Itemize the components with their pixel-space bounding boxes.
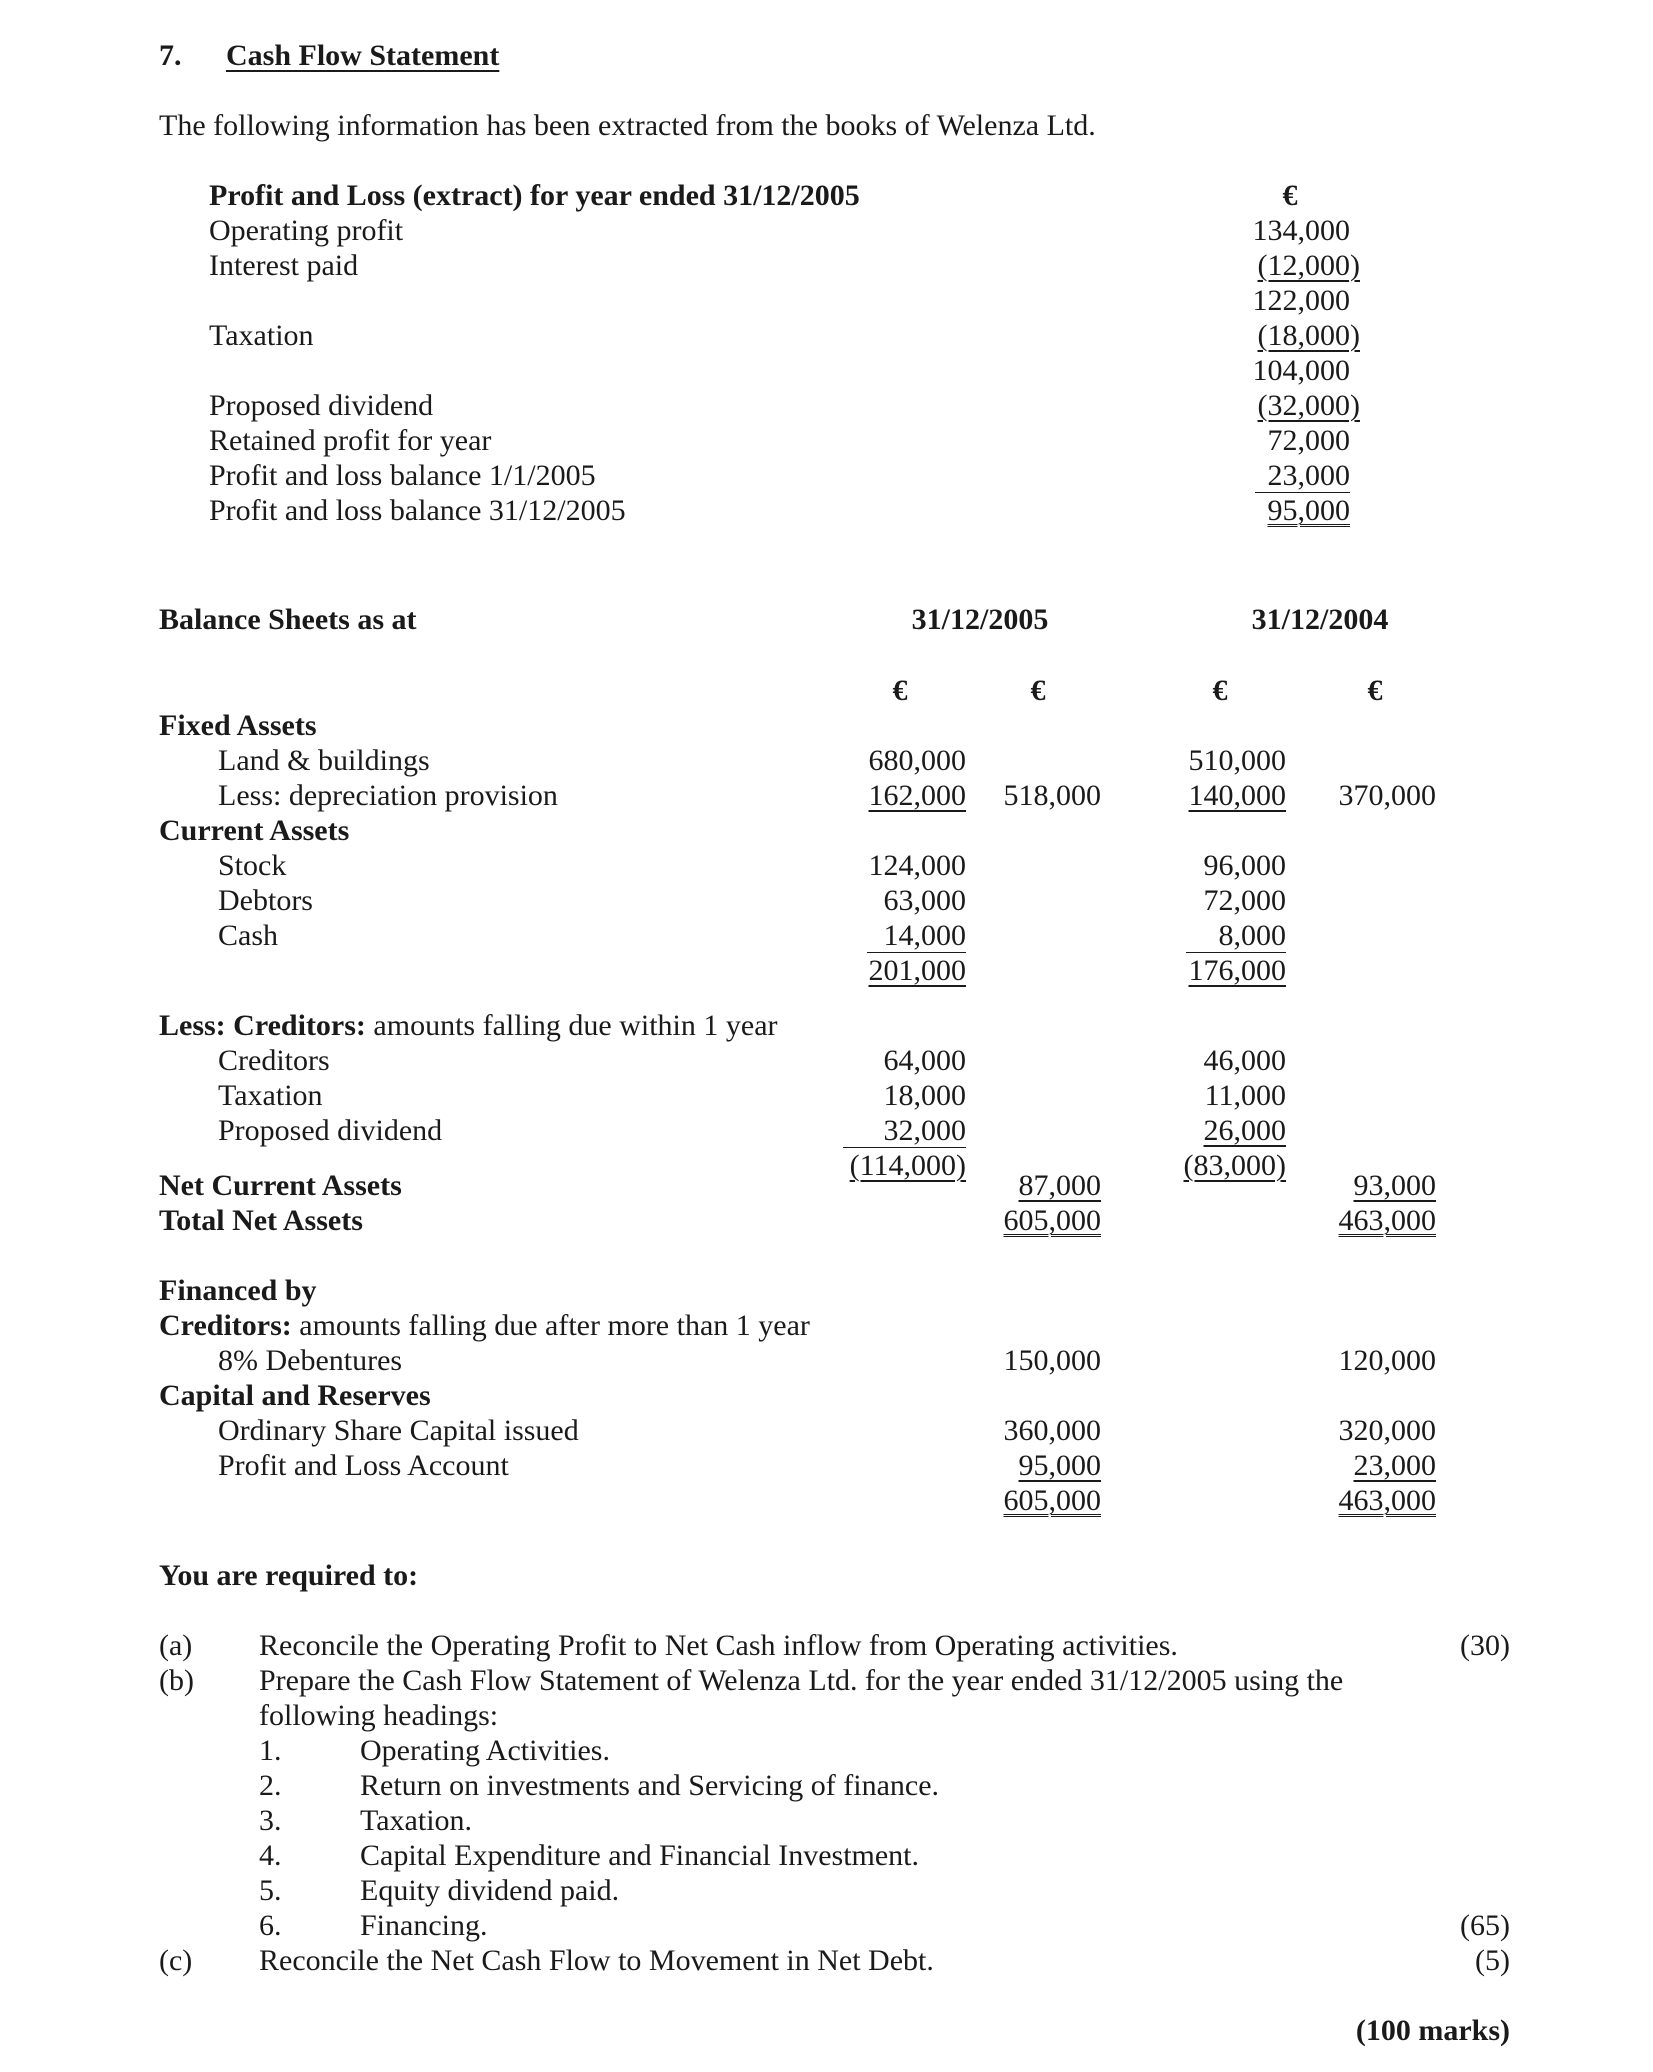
fixed-net-2005: 518,000	[1003, 779, 1101, 812]
part-a-marks: (30)	[1460, 1629, 1510, 1662]
pl-value: (12,000)	[1257, 249, 1360, 282]
cash-2004: 8,000	[1218, 919, 1286, 952]
total-net-assets-label: Total Net Assets	[159, 1204, 363, 1237]
current-liabilities-total-2005: (114,000)	[849, 1149, 966, 1182]
heading-item-text: Financing.	[360, 1909, 488, 1942]
pl-value: 122,000	[1252, 284, 1350, 317]
part-c-text: Reconcile the Net Cash Flow to Movement in Net Debt.	[259, 1944, 934, 1977]
debtors-label: Debtors	[218, 884, 313, 917]
pl-account-2005: 95,000	[1018, 1449, 1101, 1482]
financed-total-2004: 463,000	[1338, 1484, 1436, 1517]
heading-item-number: 6.	[259, 1909, 282, 1942]
dividend-2005: 32,000	[883, 1114, 966, 1147]
question-title: Cash Flow Statement	[226, 39, 500, 72]
pl-label: Proposed dividend	[209, 389, 434, 422]
euro-sign: €	[1367, 674, 1383, 707]
taxation-2004: 11,000	[1204, 1079, 1286, 1112]
land-label: Land & buildings	[218, 744, 430, 777]
taxation-label: Taxation	[218, 1079, 323, 1112]
pl-account-label: Profit and Loss Account	[218, 1449, 509, 1482]
pl-value: 104,000	[1252, 354, 1350, 387]
total-net-assets-2004: 463,000	[1338, 1204, 1436, 1237]
dividend-2004: 26,000	[1203, 1114, 1286, 1147]
depreciation-label: Less: depreciation provision	[218, 779, 558, 812]
heading-item-number: 5.	[259, 1874, 282, 1907]
net-current-assets-label: Net Current Assets	[159, 1169, 402, 1202]
share-capital-2004: 320,000	[1338, 1414, 1436, 1447]
financed-by-heading: Financed by	[159, 1274, 317, 1307]
debtors-2005: 63,000	[883, 884, 966, 917]
pl-label: Taxation	[209, 319, 314, 352]
land-2004: 510,000	[1188, 744, 1286, 777]
heading-item-number: 2.	[259, 1769, 282, 1802]
land-2005: 680,000	[868, 744, 966, 777]
pl-label: Profit and loss balance 31/12/2005	[209, 494, 626, 527]
heading-item-text: Operating Activities.	[360, 1734, 610, 1767]
intro-text: The following information has been extracted from the books of Welenza Ltd.	[159, 109, 1096, 142]
stock-2005: 124,000	[868, 849, 966, 882]
depreciation-2004: 140,000	[1188, 779, 1286, 812]
bs-date-2004: 31/12/2004	[1251, 603, 1389, 636]
pl-label: Interest paid	[209, 249, 359, 282]
cash-label: Cash	[218, 919, 278, 952]
question-number: 7.	[159, 39, 182, 72]
creditors-2005: 64,000	[883, 1044, 966, 1077]
creditors-after-bold: Creditors:	[159, 1309, 292, 1342]
share-capital-label: Ordinary Share Capital issued	[218, 1414, 579, 1447]
capital-reserves-heading: Capital and Reserves	[159, 1379, 431, 1412]
less-creditors-rest: amounts falling due within 1 year	[365, 1009, 778, 1042]
net-current-assets-2004: 93,000	[1353, 1169, 1436, 1202]
fixed-assets-heading: Fixed Assets	[159, 709, 317, 742]
dividend-label: Proposed dividend	[218, 1114, 443, 1147]
pl-value: 95,000	[1267, 494, 1350, 527]
heading-item-text: Return on investments and Servicing of finance.	[360, 1769, 940, 1802]
pl-label: Retained profit for year	[209, 424, 492, 457]
creditors-after-heading	[159, 1308, 810, 1344]
cash-2005: 14,000	[883, 919, 966, 952]
pl-heading: Profit and Loss (extract) for year ended 31/12/2005	[209, 179, 860, 212]
current-liabilities-total-2004: (83,000)	[1183, 1149, 1286, 1182]
euro-sign: €	[892, 674, 908, 707]
part-a-label: (a)	[159, 1629, 193, 1662]
total-net-assets-2005: 605,000	[1003, 1204, 1101, 1237]
debentures-2005: 150,000	[1003, 1344, 1101, 1377]
pl-label: Profit and loss balance 1/1/2005	[209, 459, 596, 492]
heading-item-number: 3.	[259, 1804, 282, 1837]
euro-sign: €	[1212, 674, 1228, 707]
pl-value: 134,000	[1252, 214, 1350, 247]
bs-date-2005: 31/12/2005	[911, 603, 1049, 636]
stock-label: Stock	[218, 849, 287, 882]
debentures-label: 8% Debentures	[218, 1344, 403, 1377]
taxation-2005: 18,000	[883, 1079, 966, 1112]
bs-heading: Balance Sheets as at	[159, 603, 417, 636]
current-assets-heading: Current Assets	[159, 814, 350, 847]
heading-item-number: 1.	[259, 1734, 282, 1767]
less-creditors-bold: Less: Creditors:	[159, 1009, 366, 1042]
creditors-2004: 46,000	[1203, 1044, 1286, 1077]
less-creditors-heading	[159, 1008, 778, 1044]
pl-value: 72,000	[1267, 424, 1350, 457]
total-marks: (100 marks)	[1355, 2014, 1510, 2047]
pl-value: (18,000)	[1257, 319, 1360, 352]
pl-label: Operating profit	[209, 214, 404, 247]
required-heading: You are required to:	[159, 1559, 419, 1592]
pl-currency: €	[1282, 179, 1298, 212]
stock-2004: 96,000	[1203, 849, 1286, 882]
depreciation-2005: 162,000	[868, 779, 966, 812]
financed-total-2005: 605,000	[1003, 1484, 1101, 1517]
debentures-2004: 120,000	[1338, 1344, 1436, 1377]
debtors-2004: 72,000	[1203, 884, 1286, 917]
part-c-label: (c)	[159, 1944, 193, 1977]
net-current-assets-2005: 87,000	[1018, 1169, 1101, 1202]
part-b-label: (b)	[159, 1664, 194, 1697]
heading-item-text: Equity dividend paid.	[360, 1874, 620, 1907]
share-capital-2005: 360,000	[1003, 1414, 1101, 1447]
part-b-text-2: following headings:	[259, 1699, 499, 1732]
heading-item-text: Taxation.	[360, 1804, 473, 1837]
creditors-label: Creditors	[218, 1044, 330, 1077]
heading-item-number: 4.	[259, 1839, 282, 1872]
fixed-net-2004: 370,000	[1338, 779, 1436, 812]
part-b-marks: (65)	[1460, 1909, 1510, 1942]
euro-sign: €	[1030, 674, 1046, 707]
part-a-text: Reconcile the Operating Profit to Net Cash inflow from Operating activities.	[259, 1629, 1178, 1662]
creditors-after-rest: amounts falling due after more than 1 year	[291, 1309, 810, 1342]
pl-value: (32,000)	[1257, 389, 1360, 422]
current-assets-total-2004: 176,000	[1188, 954, 1286, 987]
pl-account-2004: 23,000	[1353, 1449, 1436, 1482]
heading-item-text: Capital Expenditure and Financial Investment.	[360, 1839, 920, 1872]
current-assets-total-2005: 201,000	[868, 954, 966, 987]
pl-value: 23,000	[1267, 459, 1350, 492]
part-b-text-1: Prepare the Cash Flow Statement of Welenza Ltd. for the year ended 31/12/2005 using the	[259, 1664, 1344, 1697]
part-c-marks: (5)	[1475, 1944, 1510, 1977]
